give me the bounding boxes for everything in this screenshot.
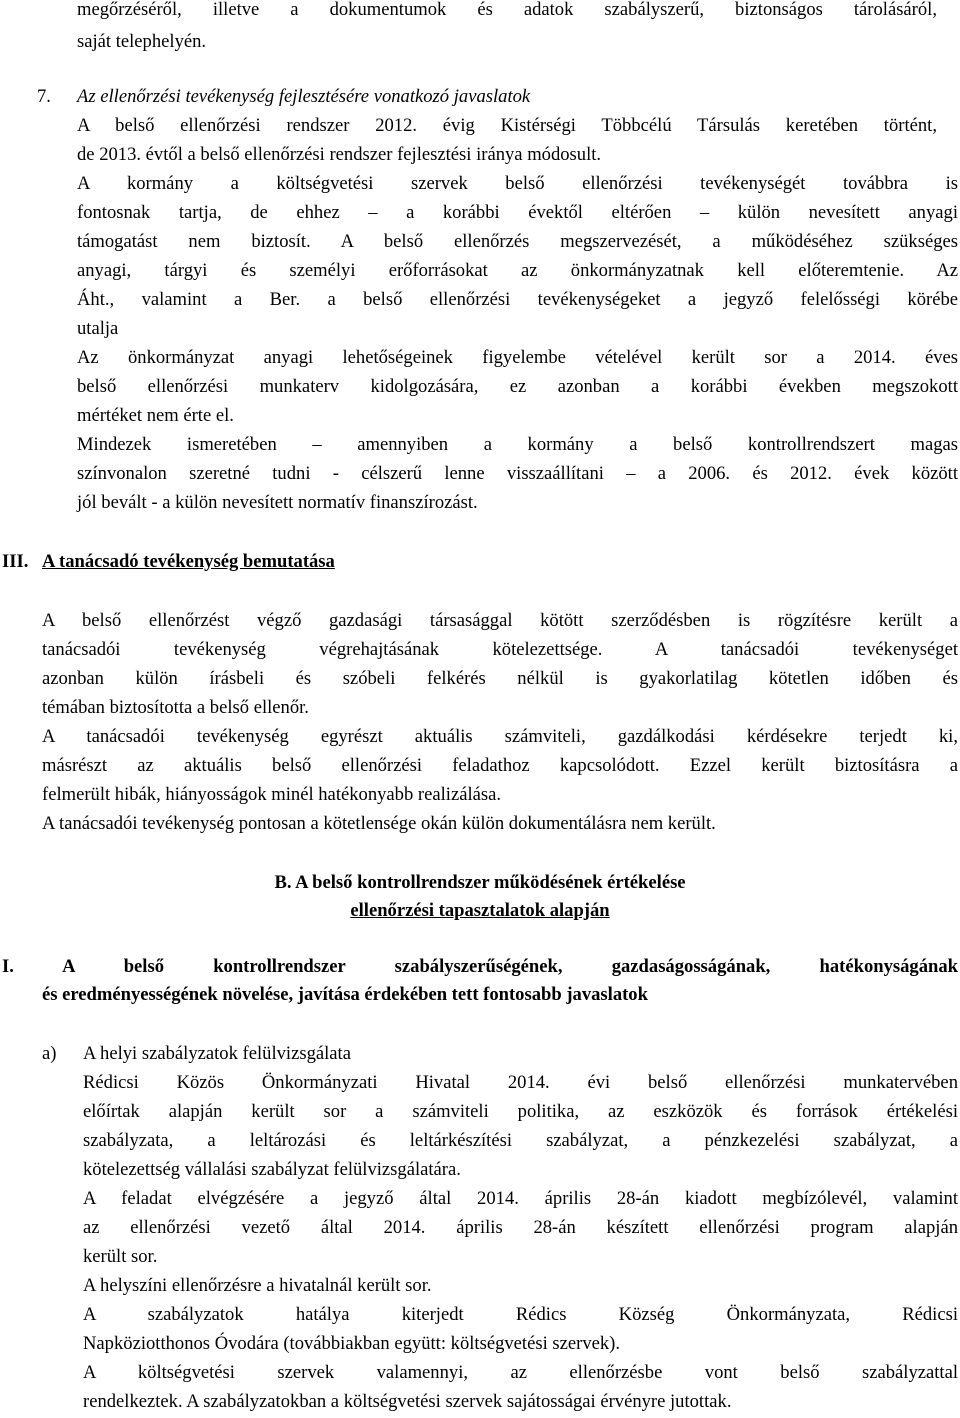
body-text-line: azonban külön írásbeli és szóbeli felkérés nélkül is gyakorlatilag kötetlen időben és [42, 668, 958, 689]
body-text-line: saját telephelyén. [77, 31, 207, 52]
body-text-line: Mindezek ismeretében – amennyiben a kormány a belső kontrollrendszert magas [77, 434, 958, 455]
body-text-line: utalja [77, 318, 119, 339]
body-text-line: anyagi, tárgyi és személyi erőforrásokat az önkormányzatnak kell előteremtenie. Az [77, 260, 958, 281]
body-text-line: szabályzata, a leltározási és leltárkészítési szabályzat, a pénzkezelési szabályzat, a [83, 1130, 958, 1151]
body-text-line: A feladat elvégzésére a jegyző által 2014. április 28-án kiadott megbízólevél, valamint [83, 1188, 958, 1209]
body-text-line: Az önkormányzat anyagi lehetőségeinek figyelembe vételével került sor a 2014. éves [77, 347, 958, 368]
body-text-line: előírtak alapján került sor a számviteli politika, az eszközök és források értékelési [83, 1101, 958, 1122]
body-text-line: A helyszíni ellenőrzésre a hivatalnál került sor. [83, 1275, 432, 1296]
body-text-line: rendelkeztek. A szabályzatokban a költségvetési szervek sajátosságai érvényre jutottak. [83, 1391, 732, 1412]
body-text-line: Áht., valamint a Ber. a belső ellenőrzési tevékenységeket a jegyző felelősségi körébe [77, 289, 958, 310]
list-marker: a) [42, 1043, 57, 1064]
body-text-line: fontosnak tartja, de ehhez – a korábbi évektől eltérően – külön nevesített anyagi [77, 202, 958, 223]
body-text-line: Napköziotthonos Óvodára (továbbiakban együtt: költségvetési szervek). [83, 1333, 621, 1354]
body-text-line: színvonalon szeretné tudni - célszerű lenne visszaállítani – a 2006. és 2012. évek között [77, 463, 958, 484]
body-text-line: témában biztosította a belső ellenőr. [42, 697, 309, 718]
body-text-line: tanácsadói tevékenység végrehajtásának kötelezettsége. A tanácsadói tevékenységet [42, 639, 958, 660]
body-text-line: az ellenőrzési vezető által 2014. április 28-án készített ellenőrzési program alapján [83, 1217, 958, 1238]
body-text-line: kötelezettség vállalási szabályzat felülvizsgálatára. [83, 1159, 461, 1180]
section-heading: és eredményességének növelése, javítása érdekében tett fontosabb javaslatok [42, 984, 648, 1005]
body-text-line: jól bevált - a külön nevesített normatív finanszírozást. [77, 492, 478, 513]
body-text-line: A belső ellenőrzést végző gazdasági társasággal kötött szerződésben is rögzítésre került a [42, 610, 958, 631]
section-number: 7. [37, 86, 51, 107]
body-text-line: A kormány a költségvetési szervek belső ellenőrzési tevékenységét továbbra is [77, 173, 958, 194]
section-number: III. [2, 551, 29, 572]
body-text-line: megőrzéséről, illetve a dokumentumok és adatok szabályszerű, biztonságos tárolásáról, [77, 0, 937, 20]
body-text-line: felmerült hibák, hiányosságok minél hatékonyabb realizálása. [42, 784, 502, 805]
body-text-line: mértéket nem érte el. [77, 405, 234, 426]
body-text-line: A tanácsadói tevékenység egyrészt aktuális számviteli, gazdálkodási kérdésekre terjedt ki, [42, 726, 958, 747]
body-text-line: támogatást nem biztosít. A belső ellenőrzés megszervezését, a működéséhez szükséges [77, 231, 958, 252]
section-subtitle: ellenőrzési tapasztalatok alapján [350, 900, 610, 921]
section-heading: Az ellenőrzési tevékenység fejlesztésére vonatkozó javaslatok [77, 86, 531, 107]
section-title: B. A belső kontrollrendszer működésének értékelése [274, 872, 686, 893]
section-heading: A tanácsadó tevékenység bemutatása [42, 551, 335, 572]
body-text-line: került sor. [83, 1246, 158, 1267]
list-item-title: A helyi szabályzatok felülvizsgálata [83, 1043, 351, 1064]
body-text-line: Rédicsi Közös Önkormányzati Hivatal 2014. évi belső ellenőrzési munkatervében [83, 1072, 958, 1093]
body-text-line: de 2013. évtől a belső ellenőrzési rendszer fejlesztési iránya módosult. [77, 144, 602, 165]
body-text-line: A költségvetési szervek valamennyi, az ellenőrzésbe vont belső szabályzattal [83, 1362, 958, 1383]
body-text-line: A tanácsadói tevékenység pontosan a kötetlensége okán külön dokumentálásra nem került. [42, 813, 716, 834]
body-text-line: A szabályzatok hatálya kiterjedt Rédics Község Önkormányzata, Rédicsi [83, 1304, 958, 1325]
body-text-line: A belső ellenőrzési rendszer 2012. évig Kistérségi Többcélú Társulás keretében történt, [77, 115, 937, 136]
body-text-line: másrészt az aktuális belső ellenőrzési feladathoz kapcsolódott. Ezzel került biztosításra a [42, 755, 958, 776]
section-heading: I. A belső kontrollrendszer szabályszerűségének, gazdaságosságának, hatékonyságának [2, 956, 958, 977]
body-text-line: belső ellenőrzési munkaterv kidolgozására, ez azonban a korábbi években megszokott [77, 376, 958, 397]
